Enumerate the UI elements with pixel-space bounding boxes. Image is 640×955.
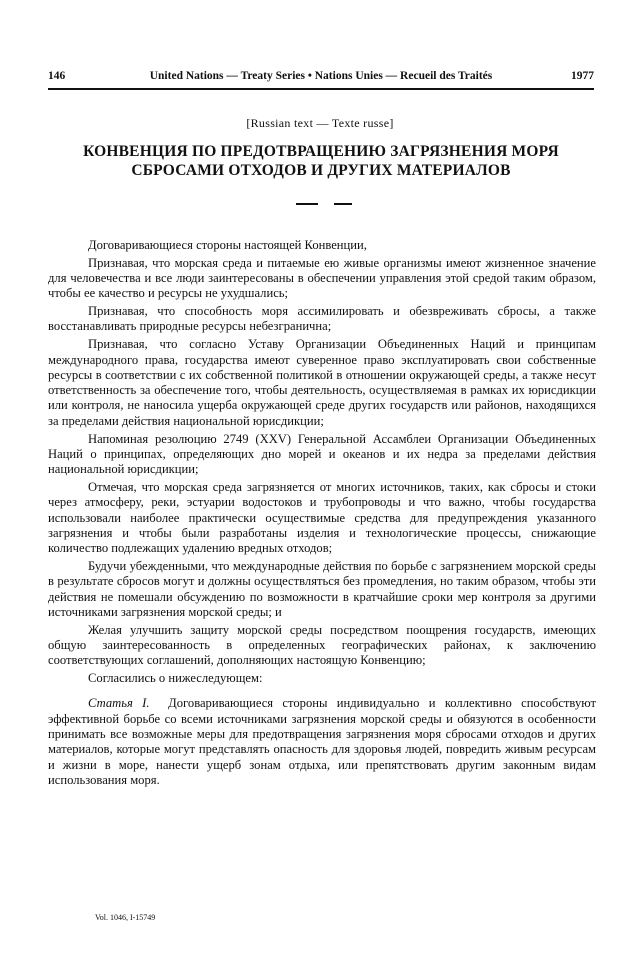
preamble-paragraph: Признавая, что морская среда и питаемые ею живые организмы имеют жизненное значение для человечества и все люди заинтересованы в обеспечении управления этой средой таким образом, чтобы ее качество и ресурсы не ухудшались; — [48, 255, 596, 301]
preamble-paragraph: Признавая, что способность моря ассимилировать и обезвреживать сбросы, а также восстанавливать природные ресурсы небезгранична; — [48, 304, 596, 334]
document-title — [48, 142, 594, 180]
page-number: 146 — [48, 70, 66, 82]
header-rule — [48, 88, 594, 90]
article-text: Договаривающиеся стороны индивидуально и коллективно способствуют эффективной борьбе со всеми источниками загрязнения морской среды и обязуются в особенности принимать все возможные меры для предотвращения загрязнения моря сбросами отходов и других материалов, которые могут представлять опасность для здоровья людей, повредить живым ресурсам и жизни в море, нанести ущерб зонам отдыха, или препятствовать другим законным видам использования моря. — [48, 696, 596, 787]
preamble-paragraph: Согласились о нижеследующем: — [88, 671, 263, 686]
preamble-paragraph: Признавая, что согласно Уставу Организации Объединенных Наций и принципам международного права, государства имеют суверенное право эксплуатировать свои собственные ресурсы в соответствии с их собственной политикой в отношении окружающей среды, а также несут ответственность за обеспечение того, чтобы деятельность, осуществляемая в рамках их юрисдикции или контроля, не наносила ущерба окружающей среде других государств или районов, находящихся за пределами действия национальной юрисдикции; — [48, 337, 596, 428]
separator-dash — [334, 203, 352, 205]
preamble-paragraph: Желая улучшить защиту морской среды посредством поощрения государств, имеющих общую заинтересованность в определенных географических районах, к заключению соответствующих соглашений, дополняющих настоящую Конвенцию; — [48, 622, 596, 668]
volume-reference: Vol. 1046, I-15749 — [95, 913, 156, 922]
title-line-2: СБРОСАМИ ОТХОДОВ И ДРУГИХ МАТЕРИАЛОВ — [131, 162, 511, 179]
running-header — [48, 70, 594, 88]
separator-dash — [296, 203, 318, 205]
preamble-paragraph: Будучи убежденными, что международные действия по борьбе с загрязнением морской среды в результате сбросов могут и должны осуществляться без промедления, но таким образом, чтобы эти действия не помешали обсуждению по возможности в кратчайшие сроки мер контроля за другими источниками загрязнения морской среды; и — [48, 558, 596, 619]
language-note: [Russian text — Texte russe] — [246, 116, 394, 130]
preamble-paragraph: Договаривающиеся стороны настоящей Конвенции, — [88, 238, 367, 252]
running-title: United Nations — Treaty Series • Nations Unies — Recueil des Traités — [149, 70, 493, 82]
title-line-1: КОНВЕНЦИЯ ПО ПРЕДОТВРАЩЕНИЮ ЗАГРЯЗНЕНИЯ МОРЯ — [83, 143, 559, 160]
preamble-paragraph: Напоминая резолюцию 2749 (XXV) Генеральной Ассамблеи Организации Объединенных Наций о принципах, определяющих дно морей и океанов и их недра за пределами действия национальной юрисдикции; — [48, 431, 596, 477]
document-body — [48, 238, 596, 791]
article-label: Статья I. — [88, 696, 150, 711]
article-1 — [48, 696, 596, 788]
year: 1977 — [571, 70, 594, 82]
preamble-paragraph: Отмечая, что морская среда загрязняется от многих источников, таких, как сбросы и стоки через атмосферу, реки, эстуарии водостоков и трубопроводы и что важно, чтобы государства использовали наиболее практически осуществимые средства для предупреждения указанного загрязнения и чтобы были разработаны изделия и технологические процессы, снижающие количество подлежащих удалению вредных отходов; — [48, 479, 596, 556]
